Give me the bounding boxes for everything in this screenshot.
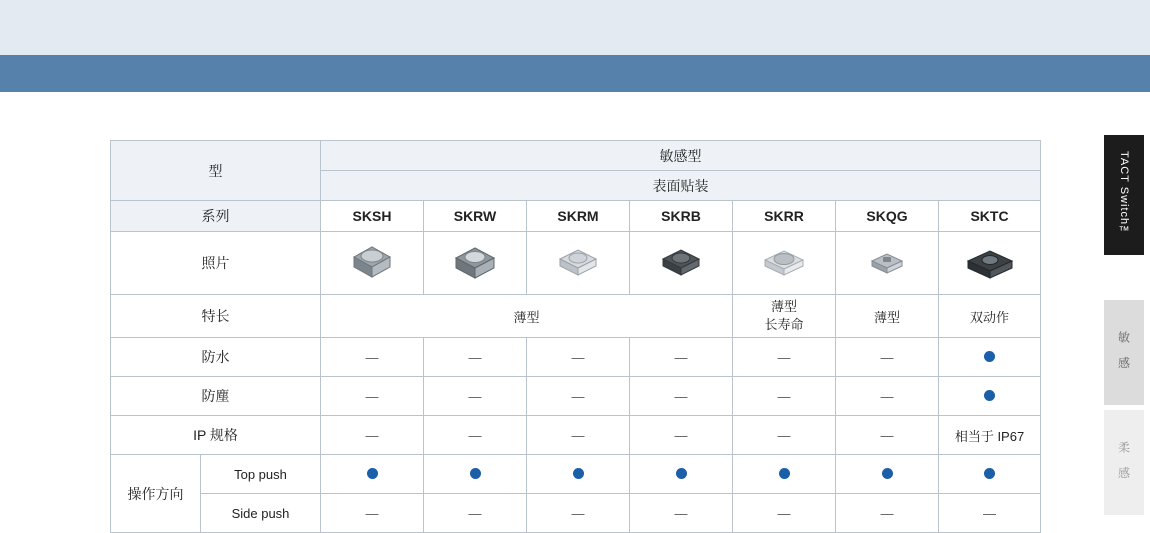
side-push-skrw: —	[424, 494, 527, 533]
header-type-label: 型	[111, 141, 321, 201]
feature-skrr-line1: 薄型	[770, 299, 797, 315]
table-series-row	[111, 201, 1041, 232]
series-skrm: SKRM	[527, 201, 630, 232]
header-category: 敏感型	[321, 141, 1041, 171]
switch-sksh-icon	[346, 241, 398, 285]
top-push-skrm	[527, 455, 630, 494]
series-skrr: SKRR	[733, 201, 836, 232]
operation-direction-label: 操作方向	[111, 455, 201, 533]
ip-skqg: —	[836, 416, 939, 455]
side-tab-tact-switch[interactable]	[1104, 135, 1144, 255]
dustproof-sktc	[939, 377, 1041, 416]
ip-skrw: —	[424, 416, 527, 455]
top-push-skrr	[733, 455, 836, 494]
ip-row-label: IP 规格	[111, 416, 321, 455]
top-push-skqg	[836, 455, 939, 494]
waterproof-sktc	[939, 338, 1041, 377]
side-push-skrb: —	[630, 494, 733, 533]
side-tab-soft-label: 柔 感	[1116, 441, 1131, 484]
photo-row-label: 照片	[111, 232, 321, 295]
photo-cell-sksh	[321, 232, 424, 295]
table-side-push-row	[111, 494, 1041, 533]
series-skrw: SKRW	[424, 201, 527, 232]
series-skrb: SKRB	[630, 201, 733, 232]
top-push-skrb	[630, 455, 733, 494]
waterproof-sksh: —	[321, 338, 424, 377]
table-header-category-row	[111, 141, 1041, 171]
switch-skrw-icon	[449, 241, 501, 285]
side-push-skrr: —	[733, 494, 836, 533]
spec-table	[110, 140, 1041, 533]
ip-sksh: —	[321, 416, 424, 455]
photo-cell-skrr	[733, 232, 836, 295]
dot-marker	[676, 468, 687, 479]
feature-skrr-line2: 长寿命	[764, 317, 804, 332]
table-ip-row	[111, 416, 1041, 455]
waterproof-skqg: —	[836, 338, 939, 377]
series-sksh: SKSH	[321, 201, 424, 232]
dot-marker	[882, 468, 893, 479]
dot-marker	[470, 468, 481, 479]
dot-marker	[984, 390, 995, 401]
dot-marker	[573, 468, 584, 479]
top-band-blue	[0, 55, 1150, 92]
dustproof-skrw: —	[424, 377, 527, 416]
dustproof-sksh: —	[321, 377, 424, 416]
waterproof-row-label: 防水	[111, 338, 321, 377]
table-waterproof-row	[111, 338, 1041, 377]
switch-skrr-icon	[758, 241, 810, 285]
ip-sktc: 相当于 IP67	[939, 416, 1041, 455]
ip-skrr: —	[733, 416, 836, 455]
table-photo-row	[111, 232, 1041, 295]
side-tab-sensitive-label: 敏 感	[1116, 331, 1131, 374]
dot-marker	[367, 468, 378, 479]
top-push-sktc	[939, 455, 1041, 494]
spec-table-container	[110, 140, 1040, 533]
table-dustproof-row	[111, 377, 1041, 416]
side-push-sksh: —	[321, 494, 424, 533]
dot-marker	[779, 468, 790, 479]
series-sktc: SKTC	[939, 201, 1041, 232]
photo-cell-sktc	[939, 232, 1041, 295]
side-push-skqg: —	[836, 494, 939, 533]
ip-skrm: —	[527, 416, 630, 455]
dot-marker	[984, 351, 995, 362]
feature-row-label: 特长	[111, 295, 321, 338]
switch-skqg-icon	[861, 241, 913, 285]
switch-sktc-icon	[960, 241, 1020, 285]
dustproof-skqg: —	[836, 377, 939, 416]
waterproof-skrr: —	[733, 338, 836, 377]
feature-cell-thin: 薄型	[321, 295, 733, 338]
top-push-label: Top push	[201, 455, 321, 494]
top-band-white	[0, 92, 1150, 102]
waterproof-skrm: —	[527, 338, 630, 377]
header-mounting: 表面贴装	[321, 171, 1041, 201]
top-push-sksh	[321, 455, 424, 494]
top-band-light	[0, 0, 1150, 55]
side-tab-tact-switch-label: TACT Switch™	[1118, 151, 1130, 239]
top-push-skrw	[424, 455, 527, 494]
ip-skrb: —	[630, 416, 733, 455]
feature-cell-skrr	[733, 295, 836, 338]
table-top-push-row	[111, 455, 1041, 494]
series-label: 系列	[111, 201, 321, 232]
side-push-sktc: —	[939, 494, 1041, 533]
dustproof-skrr: —	[733, 377, 836, 416]
waterproof-skrw: —	[424, 338, 527, 377]
side-tab-soft[interactable]	[1104, 410, 1144, 515]
photo-cell-skrm	[527, 232, 630, 295]
feature-cell-skqg: 薄型	[836, 295, 939, 338]
side-tab-sensitive[interactable]	[1104, 300, 1144, 405]
dustproof-skrm: —	[527, 377, 630, 416]
dot-marker	[984, 468, 995, 479]
photo-cell-skrb	[630, 232, 733, 295]
switch-skrb-icon	[655, 241, 707, 285]
photo-cell-skrw	[424, 232, 527, 295]
feature-cell-sktc: 双动作	[939, 295, 1041, 338]
side-push-skrm: —	[527, 494, 630, 533]
photo-cell-skqg	[836, 232, 939, 295]
series-skqg: SKQG	[836, 201, 939, 232]
table-feature-row	[111, 295, 1041, 338]
waterproof-skrb: —	[630, 338, 733, 377]
side-push-label: Side push	[201, 494, 321, 533]
switch-skrm-icon	[552, 241, 604, 285]
dustproof-skrb: —	[630, 377, 733, 416]
dustproof-row-label: 防塵	[111, 377, 321, 416]
